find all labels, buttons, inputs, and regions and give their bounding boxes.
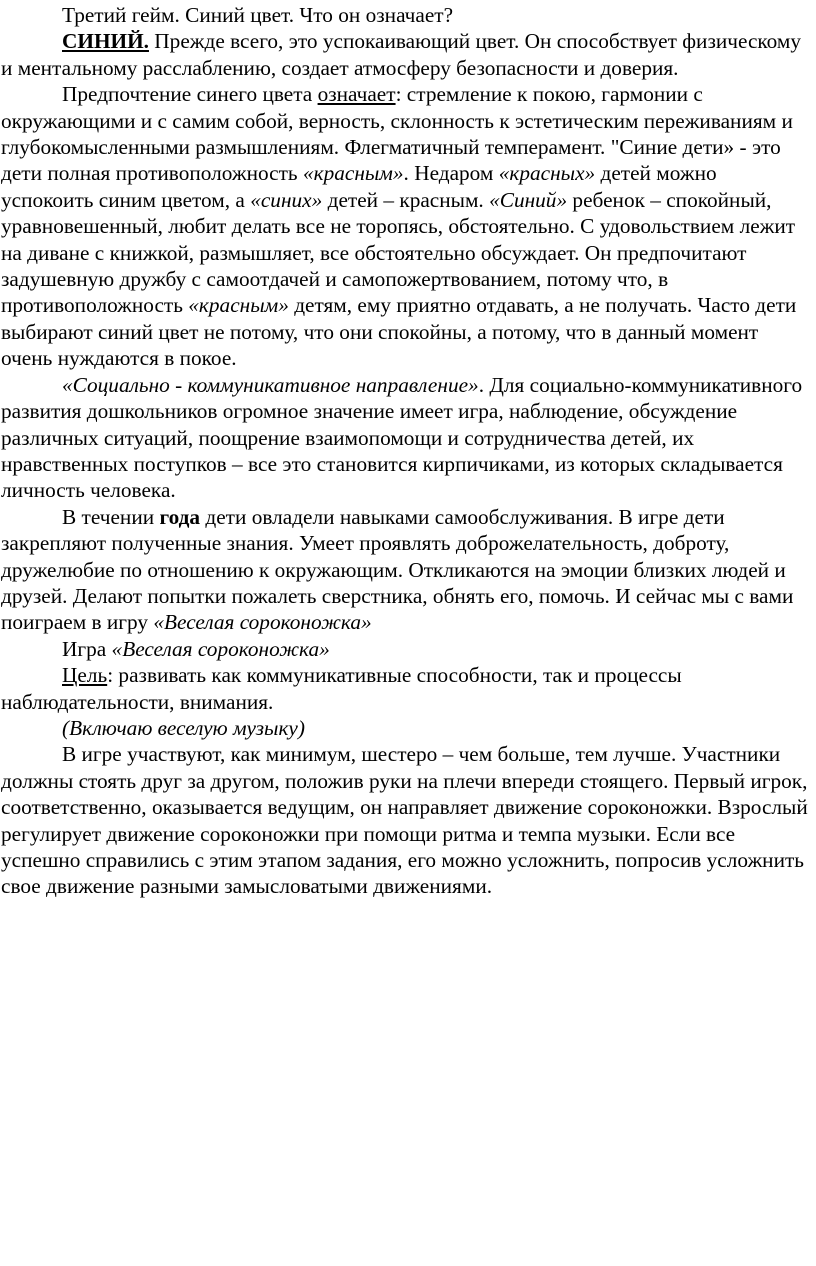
paragraph-blue-definition: СИНИЙ. Прежде всего, это успокаивающий цвет. Он способствует физическому и ментальному расслаблению, создает атмосферу безопасности и доверия. xyxy=(1,29,802,80)
music-note: (Включаю веселую музыку) xyxy=(62,715,305,740)
game-title-line: Игра «Веселая сороконожка» xyxy=(62,636,330,661)
heading-blue: СИНИЙ. xyxy=(62,29,149,54)
paragraph-social-direction: «Социально - коммуникативное направление». Для социально-коммуникативного развития дошкольников огромное значение имеет игра, наблюдение, обсуждение различных ситуаций, поощрение взаимопомощи и сотрудничества детей, их нравственных поступков – все это становится кирпичиками, из которых складывается личность человека. xyxy=(1,372,803,503)
game-goal: Цель: развивать как коммуникативные способности, так и процессы наблюдательности, внимания. xyxy=(1,663,682,714)
goal-label: Цель xyxy=(62,663,108,688)
game-rules: В игре участвуют, как минимум, шестеро – чем больше, тем лучше. Участники должны стоять друг за другом, положив руки на плечи впереди стоящего. Первый игрок, соответственно, оказывается ведущим, он направляет движение сороконожки. Взрослый регулирует движение сороконожки при помощи ритма и темпа музыки. Если все успешно справились с этим этапом задания, его можно усложнить, попросив усложнить свое движение разными замысловатыми движениями. xyxy=(1,742,808,899)
underlined-word: означает xyxy=(317,82,396,107)
section-title-italic: «Социально - коммуникативное направление» xyxy=(62,372,479,397)
paragraph-blue-preference: Предпочтение синего цвета означает: стремление к покою, гармонии с окружающими и с самим собой, верность, склонность к эстетическим переживаниям и глубокомысленными размышлениям. Флегматичный темперамент. "Синие дети» - это дети полная противоположность «красным». Недаром «красных» детей можно успокоить синим цветом, а «синих» детей – красным. «Синий» ребенок – спокойный, уравновешенный, любит делать все не торопясь, обстоятельно. С удовольствием лежит на диване с книжкой, размышляет, все обстоятельно обсуждает. Он предпочитают задушевную дружбу с самоотдачей и самопожертвованием, потому что, в противоположность «красным» детям, ему приятно отдавать, а не получать. Часто дети выбирают синий цвет не потому, что они спокойны, а потому, что в данный момент очень нуждаются в покое. xyxy=(1,82,797,371)
intro-line: Третий гейм. Синий цвет. Что он означает? xyxy=(62,3,454,27)
paragraph-year-skills: В течении года дети овладели навыками самообслуживания. В игре дети закрепляют полученные знания. Умеет проявлять доброжелательность, доброту, дружелюбие по отношению к окружающим. Откликаются на эмоции близких людей и друзей. Делают попытки пожалеть сверстника, обнять его, помочь. И сейчас мы с вами поиграем в игру «Веселая сороконожка» xyxy=(1,504,794,635)
